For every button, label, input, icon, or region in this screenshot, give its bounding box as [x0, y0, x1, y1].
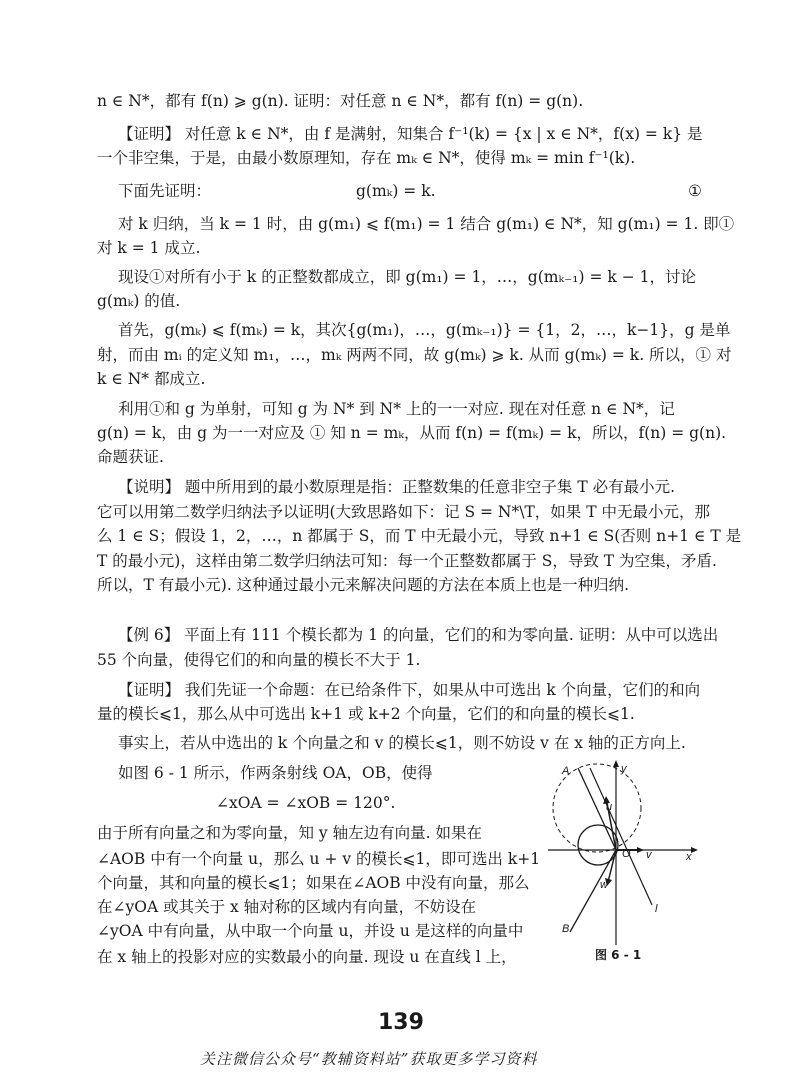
- vector-w: [608, 850, 616, 882]
- line-30: 个向量，其和向量的模长⩽1；如果在∠AOB 中没有向量，那么: [97, 874, 530, 892]
- equation-2: ∠xOA = ∠xOB = 120°.: [216, 794, 396, 812]
- line-1: n ∈ N*，都有 f(n) ⩾ g(n). 证明：对任意 n ∈ N*，都有 f(n) = g(n).: [97, 92, 584, 110]
- line-17: 它可以用第二数学归纳法予以证明(大致思路如下：记 S = N*\T，如果 T 中无最小元，那: [97, 503, 711, 521]
- x-arrow-icon: [691, 847, 698, 853]
- line-4: 下面先证明：: [118, 182, 212, 200]
- label-v: v: [646, 849, 652, 861]
- equation-1: g(mₖ) = k.: [356, 182, 436, 200]
- label-w: w: [600, 879, 608, 891]
- line-31: 在∠yOA 或其关于 x 轴对称的区域内有向量，不妨设在: [97, 898, 477, 916]
- label-y: y: [621, 763, 627, 775]
- line-10: 首先，g(mₖ) ⩽ f(mₖ) = k，其次{g(m₁)，…，g(mₖ₋₁)} = {1，2，…，k−1}，g 是单: [118, 321, 731, 339]
- figure-6-1: [548, 760, 698, 950]
- line-28: 由于所有向量之和为零向量，知 y 轴左边有向量. 如果在: [97, 824, 482, 842]
- line-16: 【说明】 题中所用到的最小数原理是指：正整数集的任意非空子集 T 必有最小元.: [118, 478, 676, 496]
- label-o: O: [622, 848, 631, 860]
- line-8: 现设①对所有小于 k 的正整数都成立，即 g(m₁) = 1，…，g(mₖ₋₁) = k − 1，讨论: [118, 268, 697, 286]
- line-26: 如图 6 - 1 所示，作两条射线 OA，OB，使得: [118, 764, 433, 782]
- line-32: ∠yOA 中有向量，从中取一个向量 u，并设 u 是这样的向量中: [97, 922, 524, 940]
- line-7: 对 k = 1 成立.: [97, 239, 201, 257]
- line-20: 所以，T 有最小元). 这种通过最小元来解决问题的方法在本质上也是一种归纳.: [97, 576, 630, 594]
- line-11: 射，而由 mᵢ 的定义知 m₁，…，mₖ 两两不同，故 g(mₖ) ⩾ k. 从而 g(mₖ) = k. 所以，① 对: [97, 346, 732, 364]
- line-21: 【例 6】 平面上有 111 个模长都为 1 的向量，它们的和为零向量. 证明：从中可以选出: [118, 626, 719, 644]
- label-b: B: [562, 923, 570, 935]
- line-9: g(mₖ) 的值.: [97, 292, 181, 310]
- line-2: 【证明】 对任意 k ∈ N*，由 f 是满射，知集合 f⁻¹(k) = {x | x ∈ N*，f(x) = k} 是: [118, 125, 703, 143]
- line-12: k ∈ N* 都成立.: [97, 370, 206, 388]
- equation-marker: ①: [688, 182, 702, 200]
- ray-ob: [570, 850, 616, 932]
- line-22: 55 个向量，使得它们的和向量的模长不大于 1.: [97, 651, 421, 669]
- line-25: 事实上，若从中选出的 k 个向量之和 v 的模长⩽1，则不妨设 v 在 x 轴的正方向上.: [118, 734, 686, 752]
- label-a: A: [562, 765, 570, 777]
- y-arrow-icon: [613, 760, 619, 767]
- line-3: 一个非空集，于是，由最小数原理知，存在 mₖ ∈ N*，使得 mₖ = min f⁻¹(k).: [97, 149, 636, 167]
- label-l: l: [655, 903, 658, 915]
- line-6: 对 k 归纳，当 k = 1 时，由 g(m₁) ⩽ f(m₁) = 1 结合 g(m₁) ∈ N*，知 g(m₁) = 1. 即①: [118, 215, 735, 233]
- label-u: u: [606, 801, 613, 813]
- page-number: 139: [378, 1010, 424, 1035]
- line-23: 【证明】 我们先证一个命题：在已给条件下，如果从中可选出 k 个向量，它们的和向: [118, 681, 701, 699]
- line-18: 么 1 ∈ S；假设 1，2，…，n 都属于 S，而 T 中无最小元，导致 n+1 ∈ S(否则 n+1 ∈ T 是: [97, 527, 742, 545]
- line-29: ∠AOB 中有一个向量 u，那么 u + v 的模长⩽1，即可选出 k+1: [97, 850, 541, 868]
- line-13: 利用①和 g 为单射，可知 g 为 N* 到 N* 上的一一对应. 现在对任意 n ∈ N*，记: [118, 400, 675, 418]
- line-14: g(n) = k，由 g 为一一对应及 ① 知 n = mₖ，从而 f(n) = f(mₖ) = k，所以，f(n) = g(n).: [97, 424, 727, 442]
- line-33: 在 x 轴上的投影对应的实数最小的向量. 现设 u 在直线 l 上，: [97, 948, 517, 966]
- line-24: 量的模长⩽1，那么从中可选出 k+1 或 k+2 个向量，它们的和向量的模长⩽1.: [97, 705, 635, 723]
- line-19: T 的最小元)，这样由第二数学归纳法可知：每一个正整数都属于 S，导致 T 为空集，矛盾.: [97, 552, 717, 570]
- footer-note: 关注微信公众号“教辅资料站”获取更多学习资料: [200, 1050, 538, 1068]
- line-15: 命题获证.: [97, 448, 164, 466]
- label-x: x: [686, 851, 692, 863]
- figure-caption: 图 6 - 1: [595, 948, 642, 962]
- v-arrow-icon: [637, 847, 644, 853]
